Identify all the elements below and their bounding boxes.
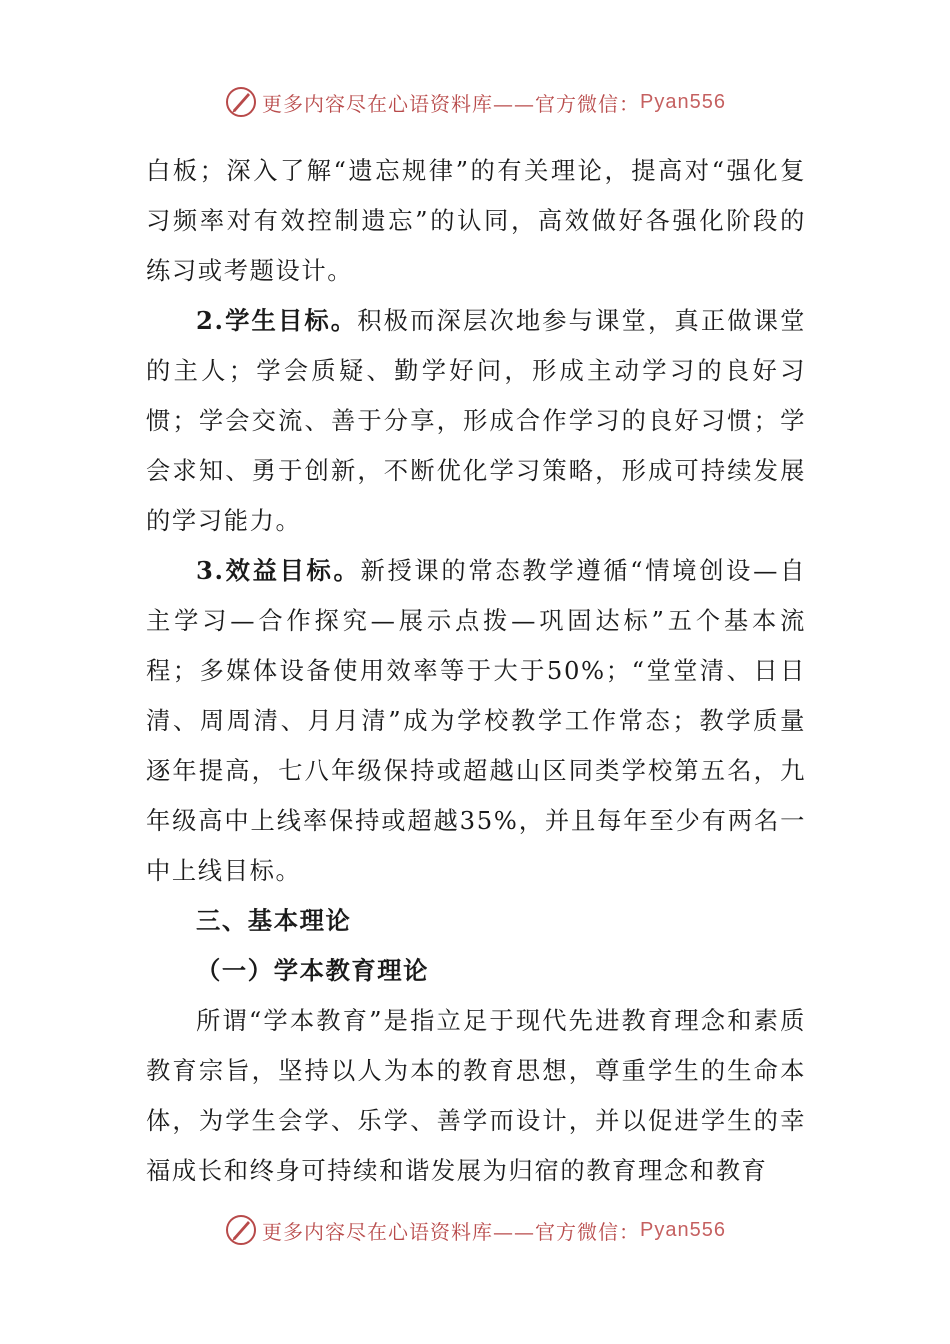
paragraph-benefit-goals — [146, 546, 806, 896]
header-banner — [0, 82, 950, 122]
benefit-goals-heading: 3.效益目标。 — [196, 556, 361, 585]
banner-wechat-id: Pyan556 — [640, 1218, 726, 1241]
banner-wechat-id: Pyan556 — [640, 90, 726, 113]
quill-pen-logo-icon — [224, 85, 258, 119]
benefit-goals-body: 新授课的常态教学遵循“情境创设—自主学习—合作探究—展示点拨—巩固达标”五个基本流程；多媒体设备使用效率等于大于50%；“堂堂清、日日清、周周清、月月清”成为学校教学工作常态；教学质量逐年提高，七八年级保持或超越山区同类学校第五名，九年级高中上线率保持或超越35%，并且每年至少有两名一中上线目标。 — [146, 556, 806, 885]
paragraph-student-goals — [146, 296, 806, 546]
footer-banner — [0, 1210, 950, 1250]
paragraph-continuation: 白板；深入了解“遗忘规律”的有关理论，提高对“强化复习频率对有效控制遗忘”的认同，高效做好各强化阶段的练习或考题设计。 — [146, 156, 806, 285]
paragraph-theory: 所谓“学本教育”是指立足于现代先进教育理念和素质教育宗旨，坚持以人为本的教育思想，尊重学生的生命本体，为学生会学、乐学、善学而设计，并以促进学生的幸福成长和终身可持续和谐发展为归宿的教育理念和教育 — [146, 1006, 806, 1185]
student-goals-heading: 2.学生目标。 — [196, 306, 358, 335]
student-goals-body: 积极而深层次地参与课堂，真正做课堂的主人；学会质疑、勤学好问，形成主动学习的良好习惯；学会交流、善于分享，形成合作学习的良好习惯；学会求知、勇于创新，不断优化学习策略，形成可持续发展的学习能力。 — [146, 306, 806, 535]
section-heading: 三、基本理论 — [196, 906, 352, 935]
quill-pen-logo-icon — [224, 1213, 258, 1247]
document-body — [146, 146, 806, 1196]
subsection-heading: （一）学本教育理论 — [196, 956, 430, 985]
banner-text: 更多内容尽在心语资料库——官方微信： — [262, 91, 641, 116]
banner-text: 更多内容尽在心语资料库——官方微信： — [262, 1219, 641, 1244]
